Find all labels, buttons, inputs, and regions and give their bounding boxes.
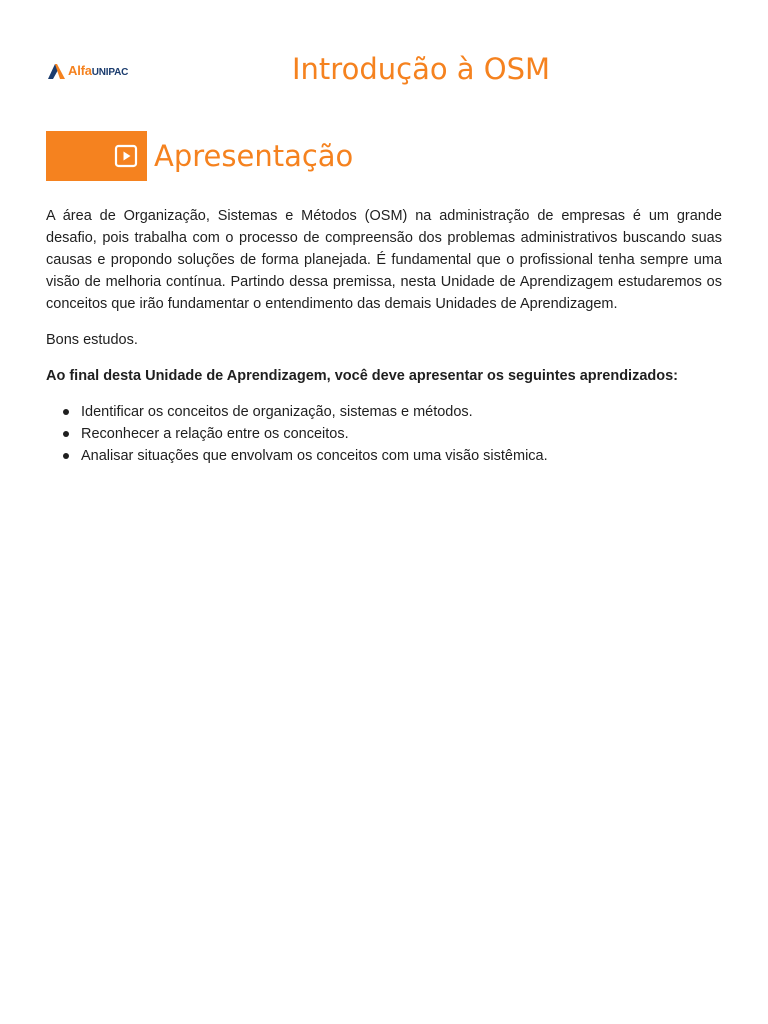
- logo-alfa-text: Alfa: [68, 63, 92, 78]
- play-square-icon: [114, 144, 138, 168]
- objectives-heading: Ao final desta Unidade de Aprendizagem, você deve apresentar os seguintes aprendizados:: [46, 368, 678, 384]
- objective-text: Identificar os conceitos de organização, sistemas e métodos.: [81, 404, 473, 420]
- objectives-list: [46, 401, 722, 467]
- list-item: [46, 445, 722, 467]
- intro-paragraph: A área de Organização, Sistemas e Métodos (OSM) na administração de empresas é um grande desafio, pois trabalha com o processo de compreensão dos problemas administrativos buscando suas causas e propondo soluções de forma planejada. É fundamental que o profissional tenha sempre uma visão de melhoria contínua. Partindo dessa premissa, nesta Unidade de Aprendizagem estudaremos os conceitos que irão fundamentar o entendimento das demais Unidades de Aprendizagem.: [46, 208, 722, 312]
- objective-text: Reconhecer a relação entre os conceitos.: [81, 426, 349, 442]
- bullet-icon: [63, 453, 69, 459]
- brand-logo: [47, 60, 128, 82]
- section-title: Apresentação: [154, 139, 354, 173]
- logo-unipac-text: UNIPAC: [91, 67, 129, 78]
- bullet-icon: [63, 431, 69, 437]
- objective-text: Analisar situações que envolvam os conceitos com uma visão sistêmica.: [81, 448, 548, 464]
- section-header-bar: [46, 131, 147, 181]
- logo-wordmark: [68, 64, 128, 78]
- list-item: [46, 423, 722, 445]
- alfa-logo-mark-icon: [47, 61, 67, 81]
- bullet-icon: [63, 409, 69, 415]
- greeting-text: Bons estudos.: [46, 332, 138, 348]
- document-title: Introdução à OSM: [292, 52, 551, 86]
- document-content: [46, 205, 722, 467]
- list-item: [46, 401, 722, 423]
